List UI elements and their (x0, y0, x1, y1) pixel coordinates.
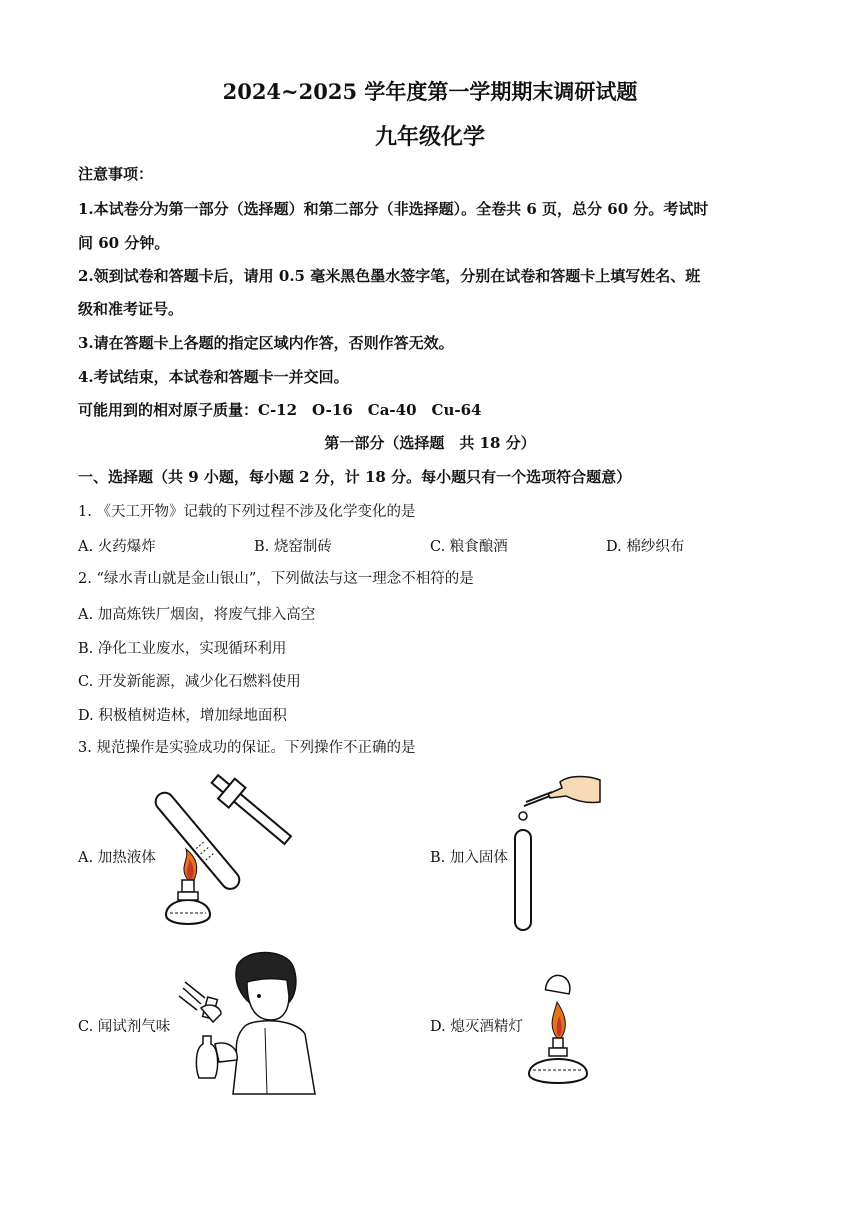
q1-option-d[interactable]: D. 棉纱织布 (606, 539, 685, 555)
q1-option-a[interactable]: A. 火药爆炸 (78, 539, 156, 555)
q1-option-b[interactable]: B. 烧窑制砖 (254, 539, 332, 555)
question-2-stem: 2. “绿水青山就是金山银山”，下列做法与这一理念不相符的是 (78, 571, 474, 587)
adding-solid-illustration (510, 770, 610, 935)
smelling-reagent-illustration (175, 948, 325, 1096)
q3-option-d[interactable]: D. 熄灭酒精灯 (430, 1019, 523, 1035)
question-3-stem: 3. 规范操作是实验成功的保证。下列操作不正确的是 (78, 740, 416, 756)
extinguish-lamp-illustration (525, 960, 595, 1090)
part1-title: 第一部分（选择题 共 18 分） (324, 434, 536, 452)
note-item-1a: 1.本试卷分为第一部分（选择题）和第二部分（非选择题）。全卷共 6 页，总分 60 分。考试时 (78, 200, 709, 218)
atomic-masses: 可能用到的相对原子质量：C-12 O-16 Ca-40 Cu-64 (78, 401, 482, 419)
q2-option-c[interactable]: C. 开发新能源，减少化石燃料使用 (78, 674, 301, 690)
section-heading: 一、选择题（共 9 小题，每小题 2 分，计 18 分。每小题只有一个选项符合题意） (78, 468, 632, 486)
q3-option-c[interactable]: C. 闻试剂气味 (78, 1019, 171, 1035)
q2-option-a[interactable]: A. 加高炼铁厂烟囱，将废气排入高空 (78, 607, 316, 623)
q2-option-b[interactable]: B. 净化工业废水，实现循环利用 (78, 641, 287, 657)
exam-subtitle: 九年级化学 (374, 124, 485, 150)
question-1-stem: 1. 《天工开物》记载的下列过程不涉及化学变化的是 (78, 504, 416, 520)
note-item-3: 3.请在答题卡上各题的指定区域内作答，否则作答无效。 (78, 334, 454, 352)
q3-option-b[interactable]: B. 加入固体 (430, 850, 508, 866)
q3-option-a[interactable]: A. 加热液体 (78, 850, 156, 866)
q2-option-d[interactable]: D. 积极植树造林，增加绿地面积 (78, 708, 287, 724)
note-item-2a: 2.领到试卷和答题卡后，请用 0.5 毫米黑色墨水签字笔，分别在试卷和答题卡上填写姓名、班 (78, 267, 701, 285)
q1-option-c[interactable]: C. 粮食酿酒 (430, 539, 508, 555)
note-item-1b: 间 60 分钟。 (78, 234, 170, 252)
note-item-4: 4.考试结束，本试卷和答题卡一并交回。 (78, 368, 349, 386)
notes-heading: 注意事项： (78, 165, 154, 183)
heating-liquid-illustration (160, 775, 310, 935)
exam-title: 2024~2025 学年度第一学期期末调研试题 (222, 79, 638, 104)
note-item-2b: 级和准考证号。 (78, 300, 184, 318)
